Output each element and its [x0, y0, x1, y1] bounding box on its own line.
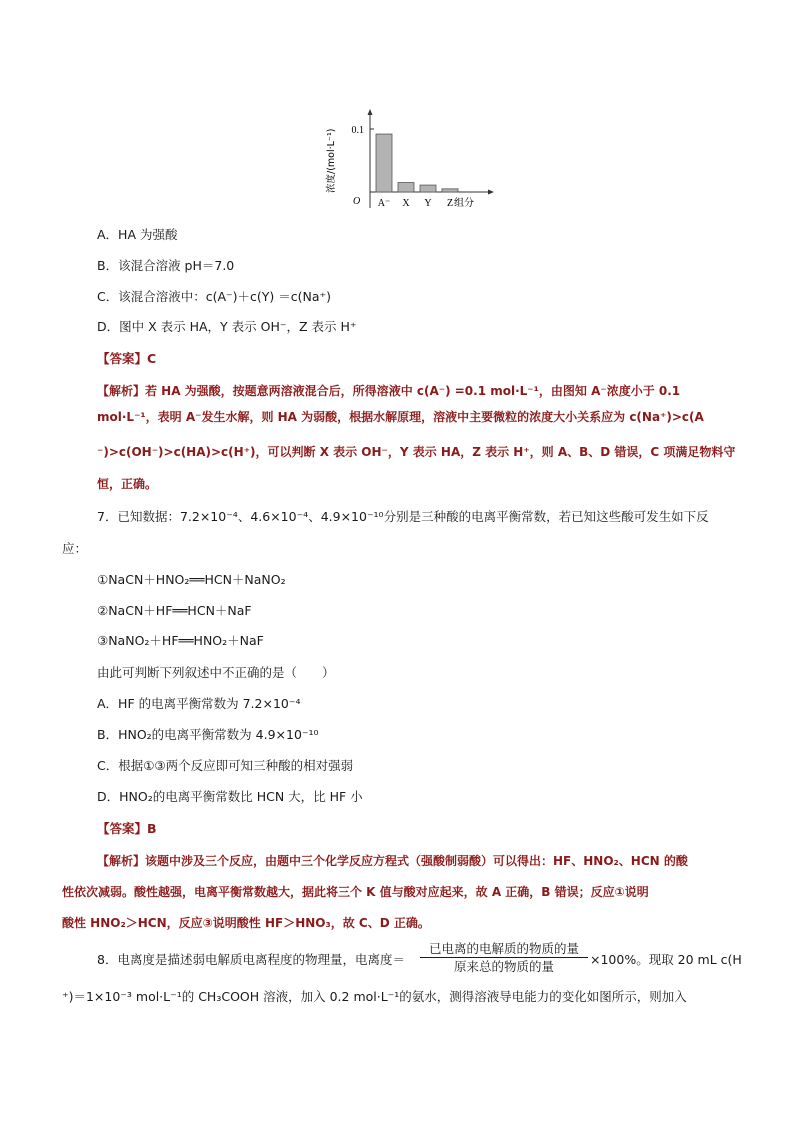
q7-reaction-2: ②NaCN＋HF══HCN＋NaF [97, 603, 252, 618]
q7-explanation-line-3: 酸性 HNO₂＞HCN，反应③说明酸性 HF＞HNO₃，故 C、D 正确。 [62, 916, 430, 930]
q6-option-a: A．HA 为强酸 [97, 227, 178, 242]
q6-explanation-line-1: 【解析】若 HA 为强酸，按题意两溶液混合后，所得溶液中 c(A⁻) =0.1 mol·L⁻¹，由图知 A⁻浓度小于 0.1 [97, 384, 681, 398]
q7-option-d: D．HNO₂的电离平衡常数比 HCN 大，比 HF 小 [97, 789, 363, 804]
bar-3 [420, 185, 436, 192]
bar-4 [442, 189, 458, 192]
q7-stem-line-1: 7．已知数据：7.2×10⁻⁴、4.6×10⁻⁴、4.9×10⁻¹⁰分别是三种酸的电离平衡常数，若已知这些酸可发生如下反 [97, 509, 709, 524]
y-tick-label: 0.1 [351, 125, 364, 136]
x-tick-label-4: Z [446, 198, 454, 209]
q7-explanation-line-1: 【解析】该题中涉及三个反应，由题中三个化学反应方程式（强酸制弱酸）可以得出：HF、HNO₂、HCN 的酸 [97, 854, 688, 868]
q8-stem-prefix: 8．电离度是描述弱电解质电离程度的物理量，电离度＝ [97, 952, 405, 967]
q6-answer: 【答案】C [97, 351, 157, 366]
q6-explanation-line-2: mol·L⁻¹，表明 A⁻发生水解，则 HA 为弱酸，根据水解原理，溶液中主要微粒的浓度大小关系应为 c(Na⁺)>c(A [97, 410, 704, 424]
fraction-denominator: 原来总的物质的量 [453, 959, 554, 974]
q7-option-a: A．HF 的电离平衡常数为 7.2×10⁻⁴ [97, 696, 301, 711]
x-axis-label: 组分 [454, 198, 474, 209]
q6-option-b: B．该混合溶液 pH＝7.0 [97, 258, 235, 273]
q7-question: 由此可判断下列叙述中不正确的是（ ） [97, 665, 335, 680]
q7-option-b: B．HNO₂的电离平衡常数为 4.9×10⁻¹⁰ [97, 727, 319, 742]
fraction-numerator: 已电离的电解质的物质的量 [420, 940, 588, 958]
q7-option-c: C．根据①③两个反应即可知三种酸的相对强弱 [97, 758, 354, 773]
x-tick-label-3: Y [424, 198, 432, 209]
y-axis-arrow [368, 109, 373, 115]
q7-answer: 【答案】B [97, 821, 157, 836]
concentration-bar-chart [318, 108, 498, 216]
ionization-degree-fraction [420, 940, 588, 975]
q6-option-c: C．该混合溶液中：c(A⁻)＋c(Y) ＝c(Na⁺) [97, 289, 331, 304]
x-tick-label-2: X [402, 198, 410, 209]
q6-explanation-line-4: 恒，正确。 [97, 477, 158, 491]
bar-2 [398, 183, 414, 192]
q7-stem-line-2: 应： [62, 541, 88, 556]
q7-reaction-3: ③NaNO₂＋HF══HNO₂＋NaF [97, 633, 264, 648]
x-axis-arrow [488, 190, 494, 195]
x-tick-label-1: A⁻ [377, 198, 391, 209]
q6-option-d: D．图中 X 表示 HA，Y 表示 OH⁻，Z 表示 H⁺ [97, 319, 357, 334]
q7-explanation-line-2: 性依次减弱。酸性越强，电离平衡常数越大，据此将三个 K 值与酸对应起来，故 A 正确，B 错误；反应①说明 [62, 885, 649, 899]
q7-reaction-1: ①NaCN＋HNO₂══HCN＋NaNO₂ [97, 572, 286, 587]
y-axis-label: 浓度/(mol·L⁻¹) [326, 128, 337, 193]
q8-stem-suffix: ×100%。现取 20 mL c(H [590, 952, 742, 967]
origin-label: O [353, 196, 361, 207]
q8-stem-line-2: ⁺)＝1×10⁻³ mol·L⁻¹的 CH₃COOH 溶液，加入 0.2 mol·L⁻¹的氨水，测得溶液导电能力的变化如图所示，则加入 [62, 989, 687, 1004]
bar-1 [376, 134, 392, 192]
q6-explanation-line-3: ⁻)>c(OH⁻)>c(HA)>c(H⁺)，可以判断 X 表示 OH⁻，Y 表示 HA，Z 表示 H⁺，则 A、B、D 错误，C 项满足物料守 [97, 445, 736, 459]
